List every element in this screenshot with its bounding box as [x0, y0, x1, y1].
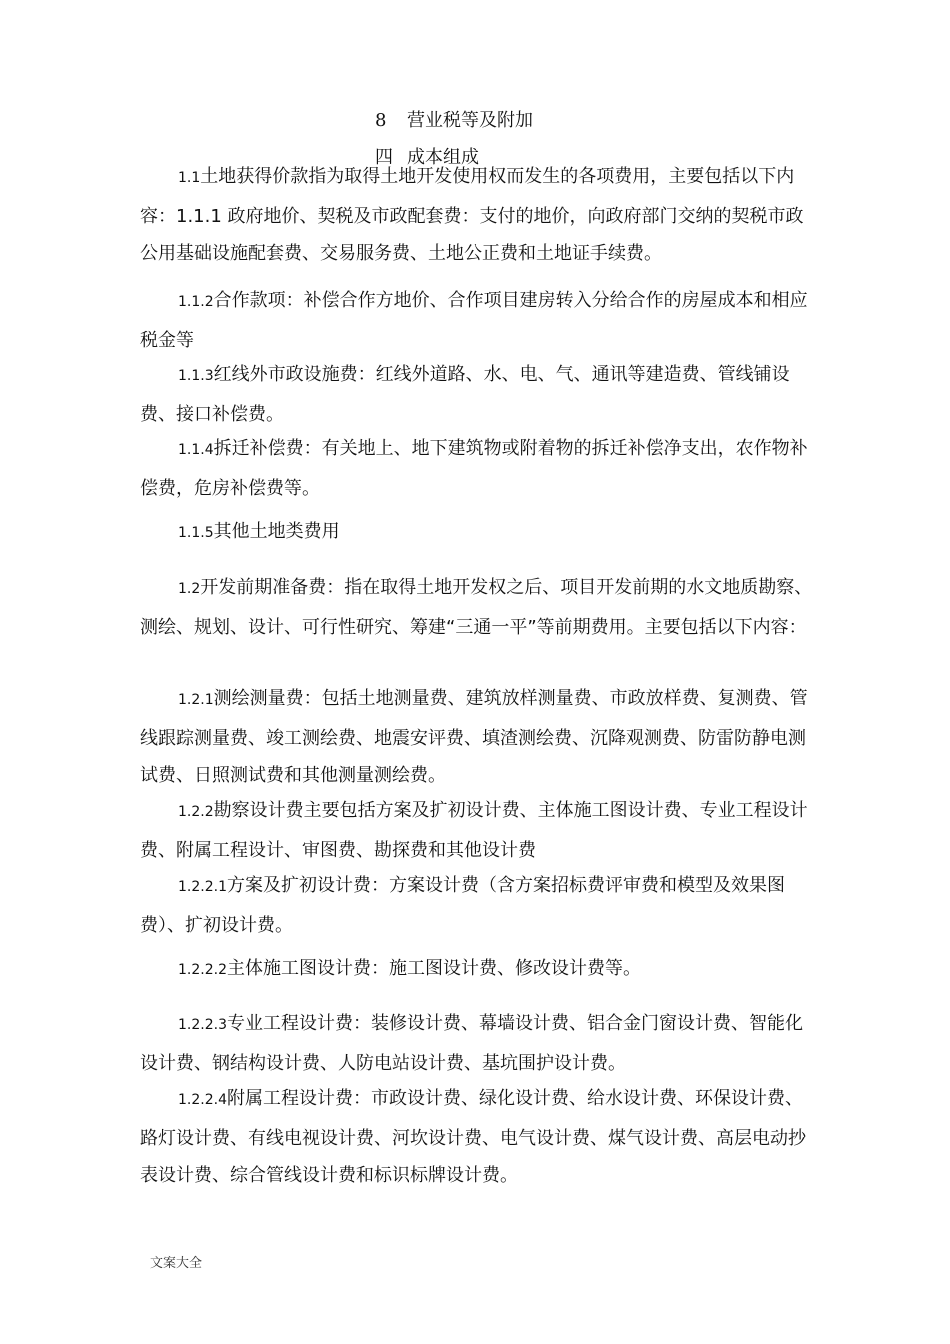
paragraph-1-2-2	[140, 792, 820, 869]
section-number: 1.1.2	[178, 294, 214, 310]
paragraph-text: 土地获得价款指为取得土地开发使用权而发生的各项费用，主要包括以下内容：1.1.1 政府地价、契税及市政配套费：支付的地价，向政府部门交纳的契税市政公用基础设施配套费、交易服务费、土地公正费和土地证手续费。	[140, 166, 804, 264]
heading-number: 四	[375, 147, 393, 168]
paragraph-1-1-2	[140, 282, 820, 359]
paragraph-text: 方案及扩初设计费：方案设计费（含方案招标费评审费和模型及效果图费）、扩初设计费。	[140, 875, 785, 936]
paragraph-text: 专业工程设计费：装修设计费、幕墙设计费、铝合金门窗设计费、智能化设计费、钢结构设计费、人防电站设计费、基坑围护设计费。	[140, 1013, 803, 1074]
section-number: 1.2.1	[178, 692, 214, 708]
section-number: 1.1.5	[178, 525, 214, 541]
paragraph-text: 主体施工图设计费：施工图设计费、修改设计费等。	[226, 958, 641, 979]
paragraph-1-2-2-2	[140, 950, 820, 990]
section-number: 1.2.2.3	[178, 1017, 227, 1033]
paragraph-1-1-4	[140, 430, 820, 507]
heading-number: 8	[375, 110, 387, 131]
paragraph-1-2-2-3	[140, 1005, 820, 1082]
paragraph-1-2-2-4	[140, 1080, 820, 1195]
paragraph-1-1	[140, 158, 820, 273]
section-number: 1.2.2	[178, 804, 214, 820]
page-footer: 文案大全	[150, 1256, 203, 1271]
section-number: 1.2	[178, 581, 201, 597]
section-number: 1.1.3	[178, 368, 214, 384]
paragraph-1-1-3	[140, 356, 820, 433]
paragraph-text: 其他土地类费用	[213, 521, 340, 542]
section-number: 1.2.2.4	[178, 1092, 227, 1108]
paragraph-text: 拆迁补偿费：有关地上、地下建筑物或附着物的拆迁补偿净支出，农作物补偿费，危房补偿费等。	[140, 438, 808, 499]
paragraph-text: 红线外市政设施费：红线外道路、水、电、气、通讯等建造费、管线铺设费、接口补偿费。	[140, 364, 790, 425]
paragraph-text: 开发前期准备费：指在取得土地开发权之后、项目开发前期的水文地质勘察、测绘、规划、设计、可行性研究、筹建“三通一平”等前期费用。主要包括以下内容：	[140, 577, 813, 638]
section-number: 1.2.2.2	[178, 962, 227, 978]
section-heading-8	[375, 106, 533, 132]
paragraph-1-2-2-1	[140, 867, 820, 944]
paragraph-text: 合作款项：补偿合作方地价、合作项目建房转入分给合作的房屋成本和相应税金等	[140, 290, 808, 351]
heading-text: 成本组成	[407, 147, 479, 168]
paragraph-text: 测绘测量费：包括土地测量费、建筑放样测量费、市政放样费、复测费、管线跟踪测量费、竣工测绘费、地震安评费、填渣测绘费、沉降观测费、防雷防静电测试费、日照测试费和其他测量测绘费。	[140, 688, 808, 786]
paragraph-1-1-5	[140, 513, 820, 553]
heading-text: 营业税等及附加	[407, 110, 533, 131]
paragraph-1-2-1	[140, 680, 820, 795]
paragraph-1-2	[140, 569, 820, 646]
section-number: 1.1.4	[178, 442, 214, 458]
paragraph-text: 勘察设计费主要包括方案及扩初设计费、主体施工图设计费、专业工程设计费、附属工程设计、审图费、勘探费和其他设计费	[140, 800, 808, 861]
section-number: 1.2.2.1	[178, 879, 227, 895]
paragraph-text: 附属工程设计费：市政设计费、绿化设计费、给水设计费、环保设计费、路灯设计费、有线电视设计费、河坎设计费、电气设计费、煤气设计费、高层电动抄表设计费、综合管线设计费和标识标牌设计费。	[140, 1088, 806, 1186]
section-number: 1.1	[178, 170, 201, 186]
